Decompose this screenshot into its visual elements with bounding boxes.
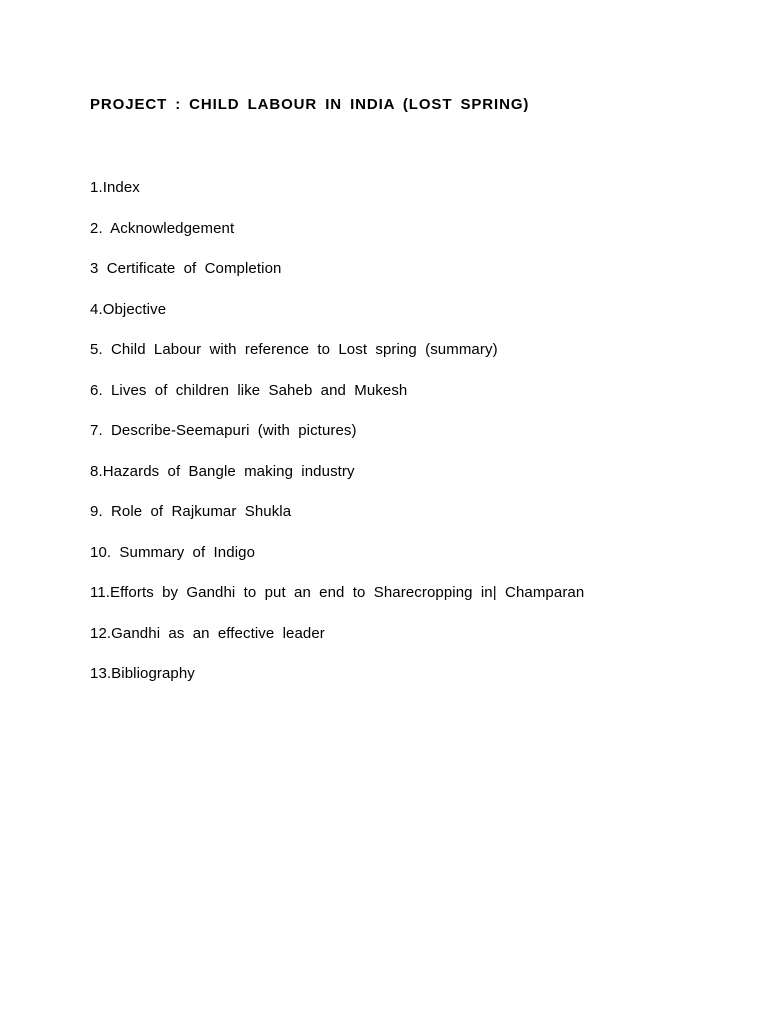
contents-list — [90, 178, 584, 705]
list-item: 11.Efforts by Gandhi to put an end to Sharecropping in| Champaran — [90, 584, 585, 601]
list-item: 9. Role of Rajkumar Shukla — [90, 503, 292, 520]
list-item: 1.Index — [90, 179, 140, 196]
list-item: 2. Acknowledgement — [90, 219, 235, 237]
list-item: 10. Summary of Indigo — [90, 543, 256, 561]
list-item: 8.Hazards of Bangle making industry — [90, 462, 355, 480]
list-item: 3 Certificate of Completion — [90, 260, 282, 277]
list-item: 6. Lives of children like Saheb and Mukesh — [90, 381, 408, 399]
list-item: 13.Bibliography — [90, 665, 195, 682]
list-item: 12.Gandhi as an effective leader — [90, 624, 325, 642]
list-item: 4.Objective — [90, 300, 167, 318]
list-item: 7. Describe-Seemapuri (with pictures) — [90, 422, 357, 439]
list-item: 5. Child Labour with reference to Lost spring (summary) — [90, 341, 498, 358]
page-title: PROJECT : CHILD LABOUR IN INDIA (LOST SPRING) — [90, 96, 530, 113]
